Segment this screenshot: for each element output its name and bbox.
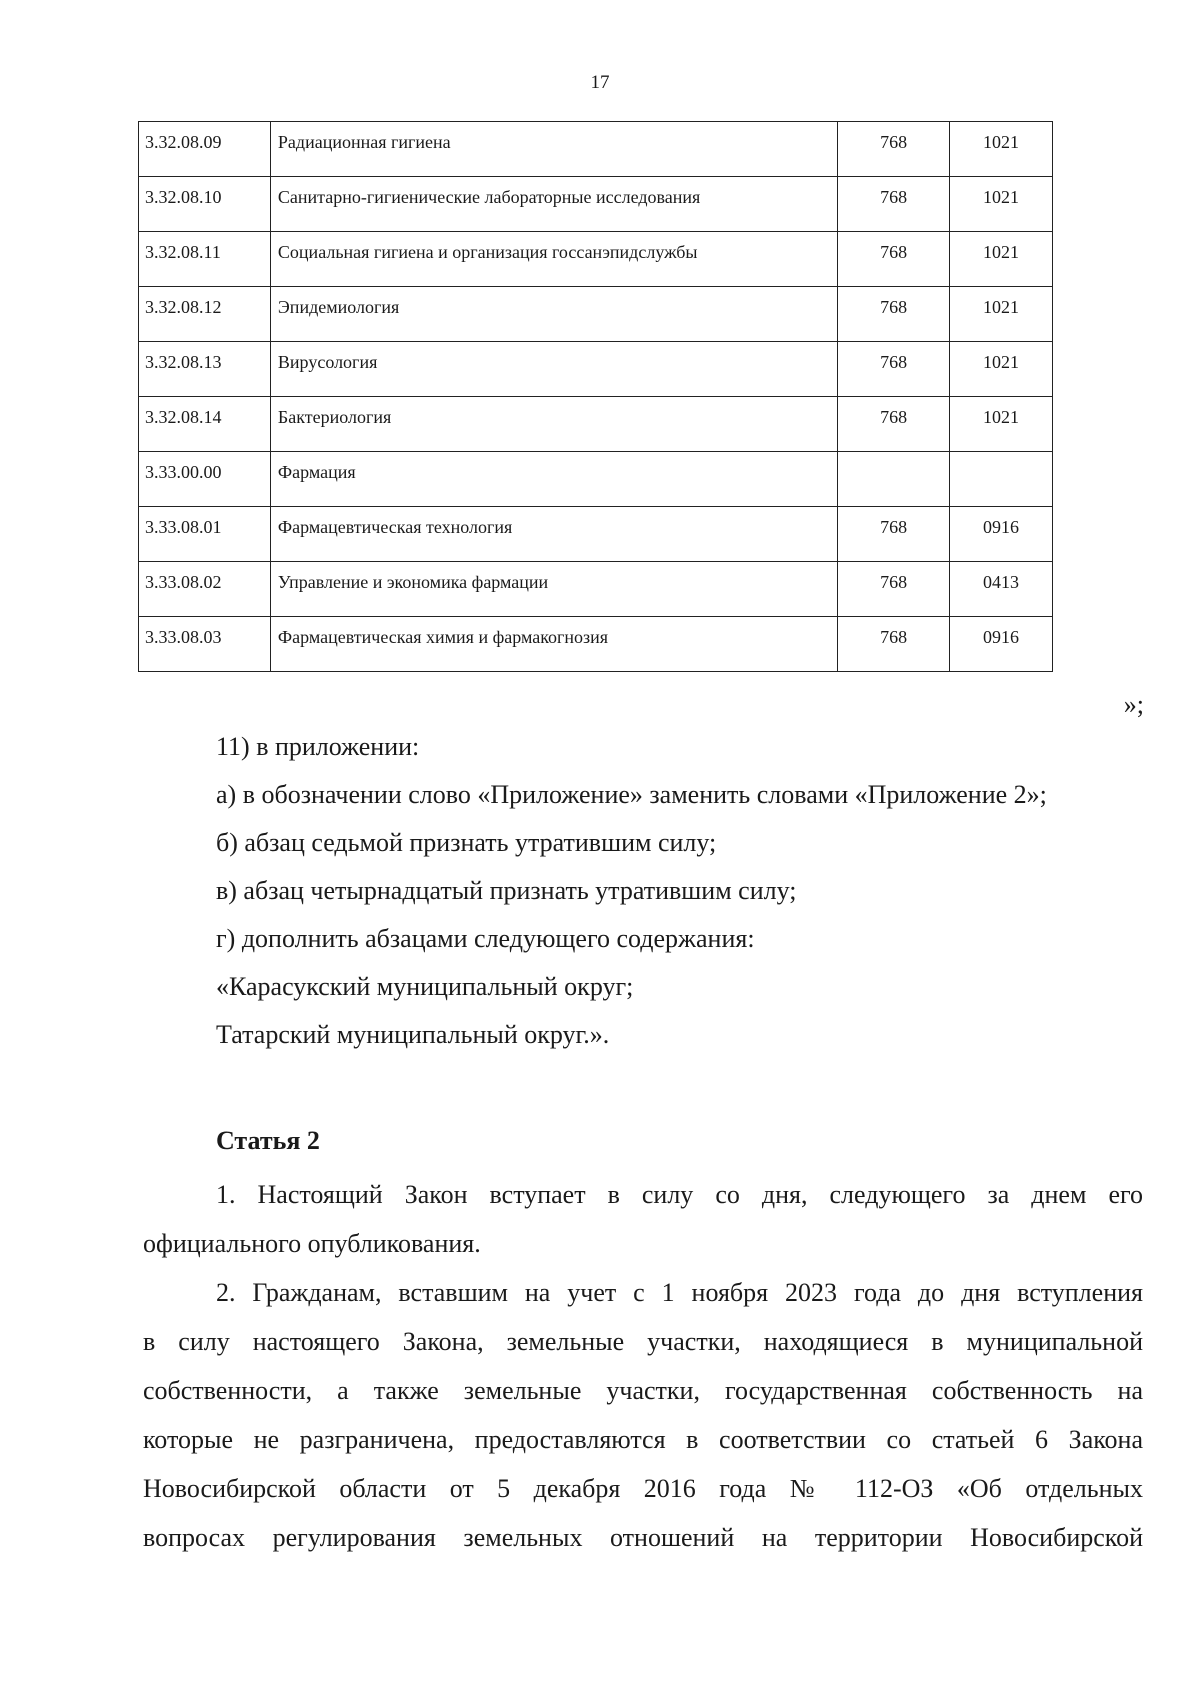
amendment-a: а) в обозначении слово «Приложение» заменить словами «Приложение 2»; xyxy=(216,780,1047,809)
value-cell: 768 xyxy=(838,232,950,287)
paragraph-line: 2. Гражданам, вставшим на учет с 1 ноября 2023 года до дня вступления xyxy=(216,1278,1143,1307)
code-cell: 3.33.08.01 xyxy=(139,507,271,562)
value-cell: 1021 xyxy=(950,232,1053,287)
value-cell xyxy=(950,452,1053,507)
name-cell: Фармацевтическая химия и фармакогнозия xyxy=(270,617,837,672)
article-2-paragraph-2 xyxy=(143,1268,1143,1562)
value-cell: 0916 xyxy=(950,617,1053,672)
value-cell: 0413 xyxy=(950,562,1053,617)
name-cell: Вирусология xyxy=(270,342,837,397)
paragraph-line: официального опубликования. xyxy=(143,1229,481,1258)
paragraph-line: 1. Настоящий Закон вступает в силу со дня, следующего за днем его xyxy=(216,1180,1143,1209)
paragraph-line: Новосибирской области от 5 декабря 2016 года № 112-ОЗ «Об отдельных xyxy=(143,1474,1143,1503)
table-row xyxy=(139,287,1053,342)
amendment-g-line1: «Карасукский муниципальный округ; xyxy=(216,972,634,1001)
closing-quote: »; xyxy=(1123,690,1144,719)
value-cell: 768 xyxy=(838,617,950,672)
code-cell: 3.32.08.10 xyxy=(139,177,271,232)
paragraph-line: в силу настоящего Закона, земельные участки, находящиеся в муниципальной xyxy=(143,1327,1143,1356)
table-row xyxy=(139,232,1053,287)
paragraph-line: вопросах регулирования земельных отношений на территории Новосибирской xyxy=(143,1523,1143,1552)
value-cell: 1021 xyxy=(950,397,1053,452)
code-cell: 3.33.08.02 xyxy=(139,562,271,617)
paragraph-line: собственности, а также земельные участки, государственная собственность на xyxy=(143,1376,1143,1405)
value-cell xyxy=(838,452,950,507)
value-cell: 768 xyxy=(838,342,950,397)
article-2-paragraph-1 xyxy=(143,1170,1143,1268)
amendment-v: в) абзац четырнадцатый признать утратившим силу; xyxy=(216,876,797,905)
name-cell: Управление и экономика фармации xyxy=(270,562,837,617)
code-cell: 3.32.08.13 xyxy=(139,342,271,397)
value-cell: 768 xyxy=(838,507,950,562)
code-cell: 3.32.08.14 xyxy=(139,397,271,452)
page-number: 17 xyxy=(590,72,610,93)
name-cell: Фармацевтическая технология xyxy=(270,507,837,562)
code-cell: 3.33.00.00 xyxy=(139,452,271,507)
value-cell: 768 xyxy=(838,177,950,232)
amendment-g: г) дополнить абзацами следующего содержания: xyxy=(216,924,755,953)
name-cell: Бактериология xyxy=(270,397,837,452)
value-cell: 768 xyxy=(838,287,950,342)
name-cell: Радиационная гигиена xyxy=(270,122,837,177)
table-row xyxy=(139,177,1053,232)
article-2-heading: Статья 2 xyxy=(216,1126,320,1155)
table-row xyxy=(139,562,1053,617)
name-cell: Санитарно-гигиенические лабораторные исследования xyxy=(270,177,837,232)
code-cell: 3.33.08.03 xyxy=(139,617,271,672)
table-row xyxy=(139,397,1053,452)
value-cell: 1021 xyxy=(950,342,1053,397)
value-cell: 1021 xyxy=(950,177,1053,232)
value-cell: 768 xyxy=(838,562,950,617)
paragraph-line: которые не разграничена, предоставляются в соответствии со статьей 6 Закона xyxy=(143,1425,1143,1454)
code-cell: 3.32.08.11 xyxy=(139,232,271,287)
name-cell: Эпидемиология xyxy=(270,287,837,342)
table-row xyxy=(139,452,1053,507)
value-cell: 0916 xyxy=(950,507,1053,562)
table-row xyxy=(139,342,1053,397)
value-cell: 1021 xyxy=(950,122,1053,177)
code-cell: 3.32.08.12 xyxy=(139,287,271,342)
amendment-item-11: 11) в приложении: xyxy=(216,732,420,761)
table-row xyxy=(139,507,1053,562)
amendment-g-line2: Татарский муниципальный округ.». xyxy=(216,1020,610,1049)
table-body xyxy=(139,122,1053,672)
specialty-codes-table xyxy=(138,121,1053,672)
table-row xyxy=(139,617,1053,672)
amendment-b: б) абзац седьмой признать утратившим силу; xyxy=(216,828,717,857)
name-cell: Социальная гигиена и организация госсанэпидслужбы xyxy=(270,232,837,287)
value-cell: 1021 xyxy=(950,287,1053,342)
code-cell: 3.32.08.09 xyxy=(139,122,271,177)
table-row xyxy=(139,122,1053,177)
value-cell: 768 xyxy=(838,397,950,452)
name-cell: Фармация xyxy=(270,452,837,507)
value-cell: 768 xyxy=(838,122,950,177)
